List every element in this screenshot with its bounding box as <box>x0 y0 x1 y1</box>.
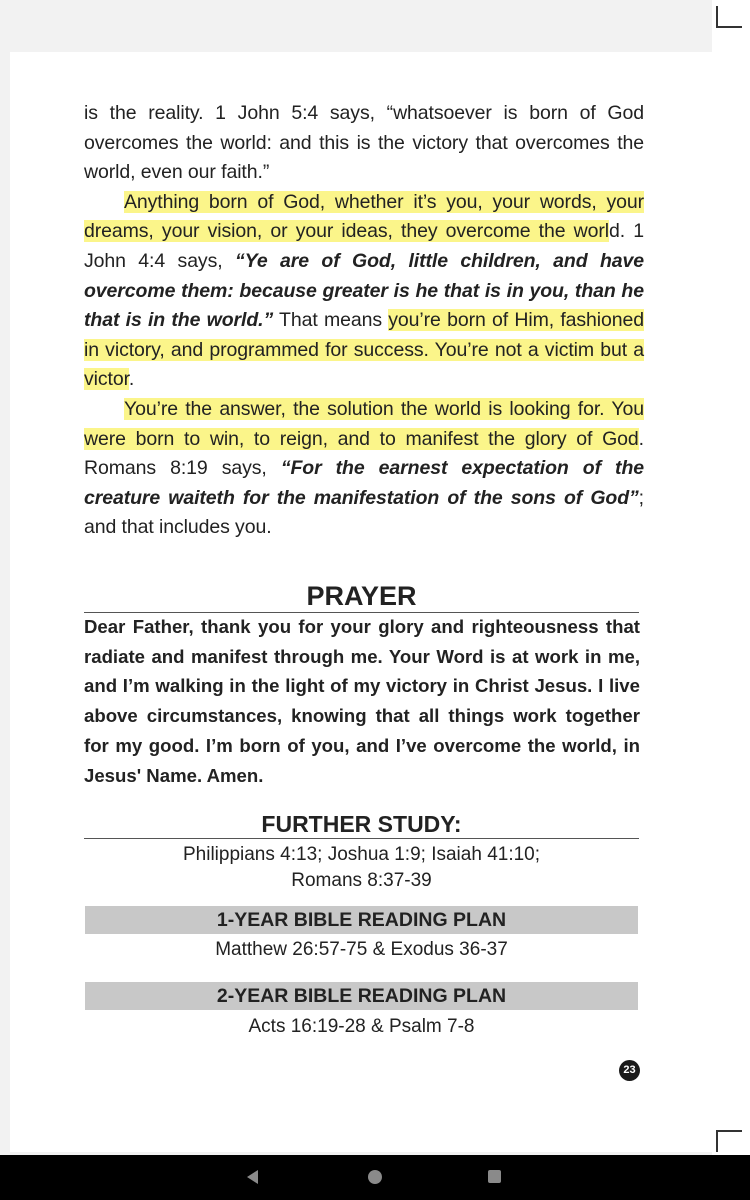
paragraph-2-text-1: d. 1 John 4:4 says, <box>84 220 644 272</box>
highlight-3: You’re the answer, the solution the world is looking for. You were born to win, to reign, and to manifest the glory of God <box>84 397 644 450</box>
further-study-line-1: Philippians 4:13; Joshua 1:9; Isaiah 41:10; <box>182 844 541 865</box>
further-study-heading: FURTHER STUDY: <box>84 810 639 839</box>
scripture-quote-2: “For the earnest expectation of the creature waiteth for the manifestation of the sons of God” <box>84 457 644 509</box>
paragraph-2-text-2: That means <box>273 309 389 332</box>
paragraph-3 <box>84 395 644 543</box>
prayer-heading: PRAYER <box>84 580 639 613</box>
highlight-1: Anything born of God, whether it’s you, your words, your dreams, your vision, or your ideas, they overcome the worl <box>84 190 644 243</box>
prayer-text: Dear Father, thank you for your glory and righteousness that radiate and manifest through me. Your Word is at work in me, and I’m walking in the light of my victory in Christ Jesus. I live above circumstances, knowing that all things work together for my good. I’m born of you, and I’ve overcome the world, in Jesus' Name. Amen. <box>84 616 640 786</box>
paragraph-2-text-3: . <box>128 368 135 391</box>
recents-square-icon[interactable] <box>488 1170 501 1183</box>
back-triangle-icon[interactable] <box>247 1170 258 1184</box>
one-year-plan-reading: Matthew 26:57-75 & Exodus 36-37 <box>215 939 508 960</box>
devotional-body <box>84 99 644 543</box>
further-study-line-2: Romans 8:37-39 <box>291 870 432 891</box>
scripture-quote-1: “Ye are of God, little children, and have overcome them: because greater is he that is in you, than he that is in the world.” <box>84 249 644 332</box>
paragraph-1-text: is the reality. 1 John 5:4 says, “whatsoever is born of God overcomes the world: and this is the victory that overcomes the world, even our faith.” <box>84 102 644 184</box>
two-year-plan-reading: Acts 16:19-28 & Psalm 7-8 <box>248 1016 475 1037</box>
highlight-2: you’re born of Him, fashioned in victory, and programmed for success. You’re not a victim but a victor <box>84 309 644 391</box>
paragraph-3-text-1: . Romans 8:19 says, <box>84 427 644 480</box>
paragraph-2 <box>84 188 644 395</box>
paragraph-3-text-2: ; and that includes you. <box>84 486 644 539</box>
next-page-edge <box>712 0 750 1155</box>
home-circle-icon[interactable] <box>368 1170 382 1184</box>
further-study-references <box>84 842 639 894</box>
crop-mark-top-icon <box>716 6 742 28</box>
crop-mark-bottom-icon <box>716 1130 742 1152</box>
paragraph-1 <box>84 99 644 188</box>
android-navigation-bar <box>0 1155 750 1200</box>
one-year-plan-heading: 1-YEAR BIBLE READING PLAN <box>85 906 638 934</box>
two-year-plan-heading: 2-YEAR BIBLE READING PLAN <box>85 982 638 1010</box>
page-number-badge: 23 <box>619 1060 640 1081</box>
